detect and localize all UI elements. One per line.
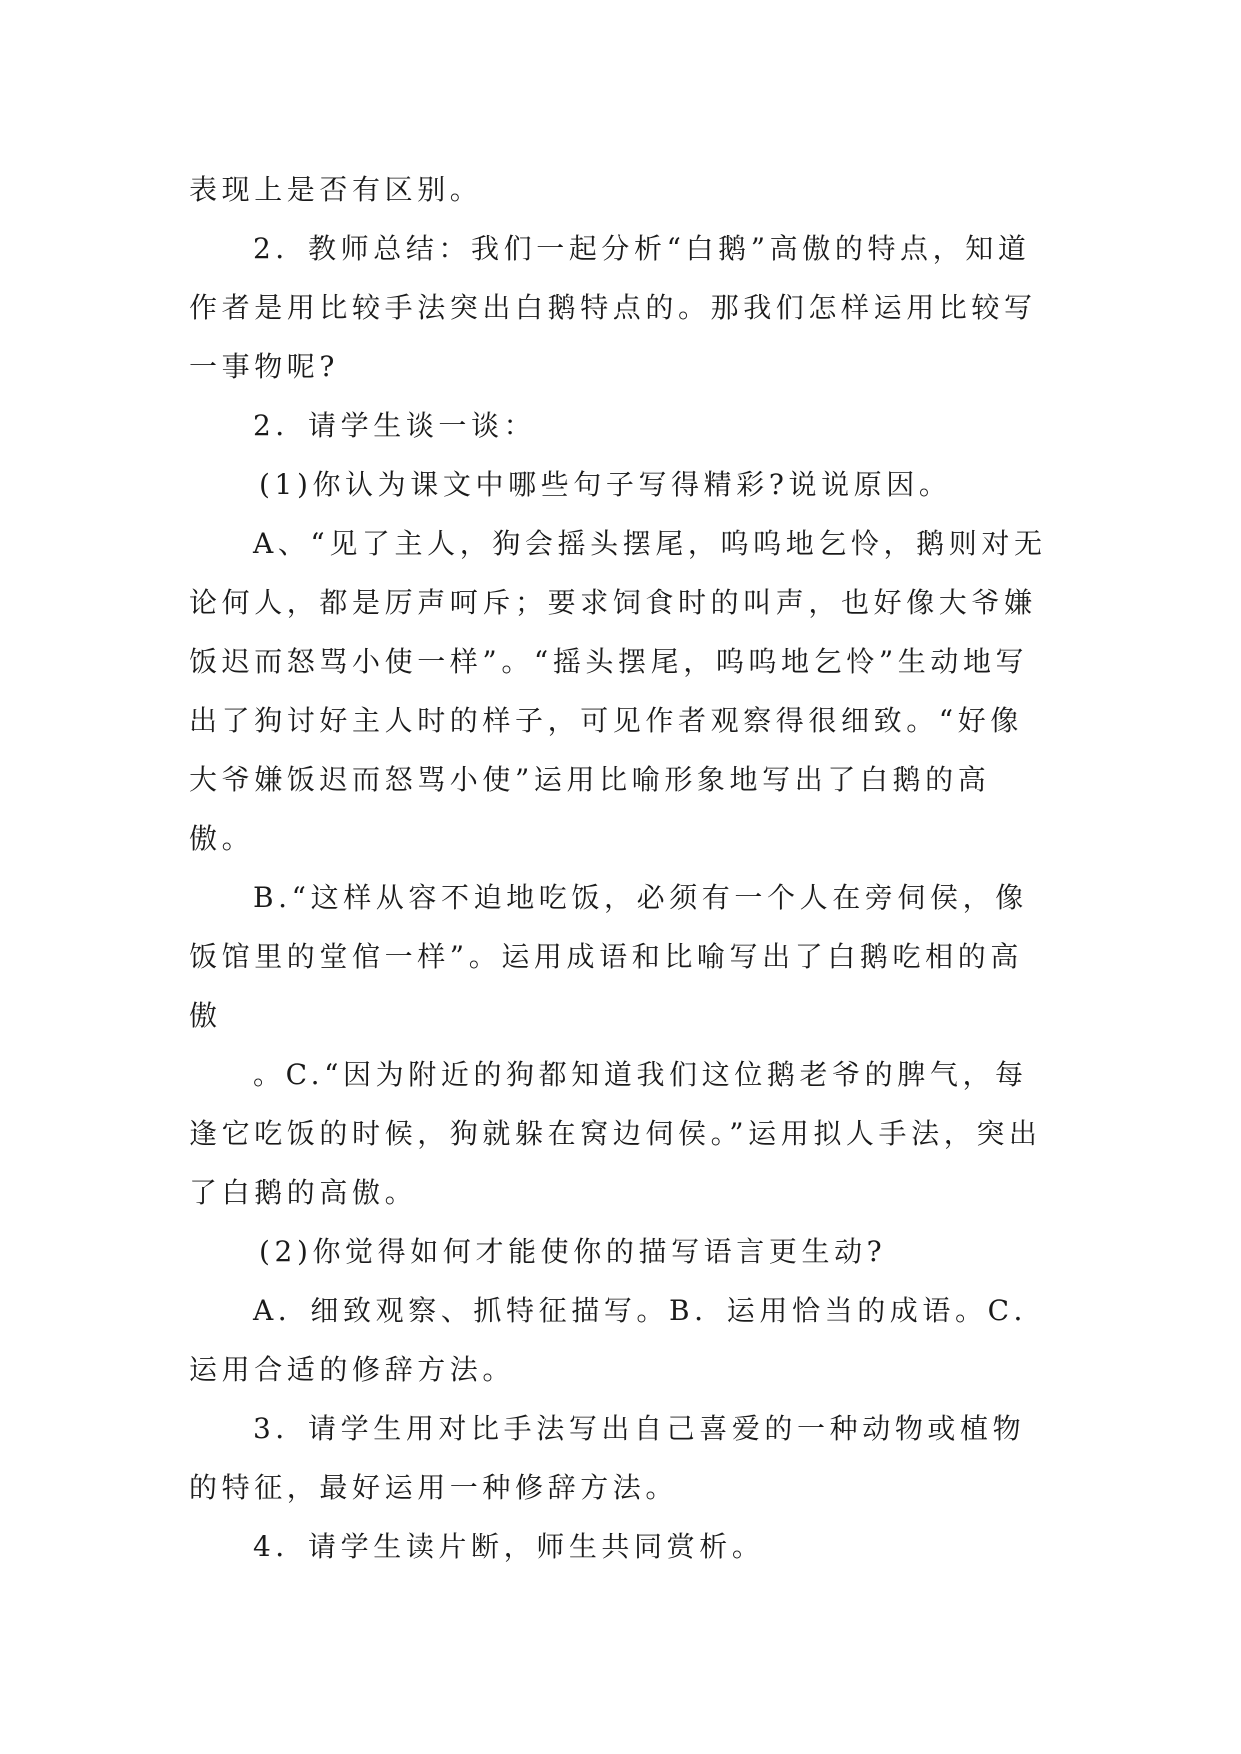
paragraph-answer-b: B.“这样从容不迫地吃饭，必须有一个人在旁伺侯，像饭馆里的堂倌一样”。运用成语和比喻写出了白鹅吃相的高傲: [189, 881, 1028, 1032]
paragraph-step-3: 3．请学生用对比手法写出自己喜爱的一种动物或植物的特征，最好运用一种修辞方法。: [189, 1412, 1026, 1504]
document-body: [189, 160, 1054, 1576]
paragraph-continuation: 表现上是否有区别。: [189, 173, 483, 206]
paragraph-question-1: (1)你认为课文中哪些句子写得精彩?说说原因。: [259, 468, 952, 501]
paragraph-answer-a: A、“见了主人，狗会摇头摆尾，呜呜地乞怜，鹅则对无论何人，都是厉声呵斥；要求饲食时的叫声，也好像大爷嫌饭迟而怒骂小使一样”。“摇头摆尾，呜呜地乞怜”生动地写出了狗讨好主人时的样子，可见作者观察得很细致。“好像大爷嫌饭迟而怒骂小使”运用比喻形象地写出了白鹅的高傲。: [189, 527, 1047, 855]
paragraph-teacher-summary: 2．教师总结：我们一起分析“白鹅”高傲的特点，知道作者是用比较手法突出白鹅特点的。那我们怎样运用比较写一事物呢?: [189, 232, 1037, 383]
paragraph-question-2: (2)你觉得如何才能使你的描写语言更生动?: [259, 1235, 887, 1268]
paragraph-step-4: 4．请学生读片断，师生共同赏析。: [253, 1530, 765, 1563]
paragraph-answer-methods: A．细致观察、抓特征描写。B．运用恰当的成语。C．运用合适的修辞方法。: [189, 1294, 1047, 1386]
paragraph-answer-c: 。C.“因为附近的狗都知道我们这位鹅老爷的脾气，每逢它吃饭的时候，狗就躲在窝边伺侯。”运用拟人手法，突出了白鹅的高傲。: [189, 1058, 1042, 1209]
paragraph-student-talk: 2．请学生谈一谈：: [253, 409, 537, 442]
